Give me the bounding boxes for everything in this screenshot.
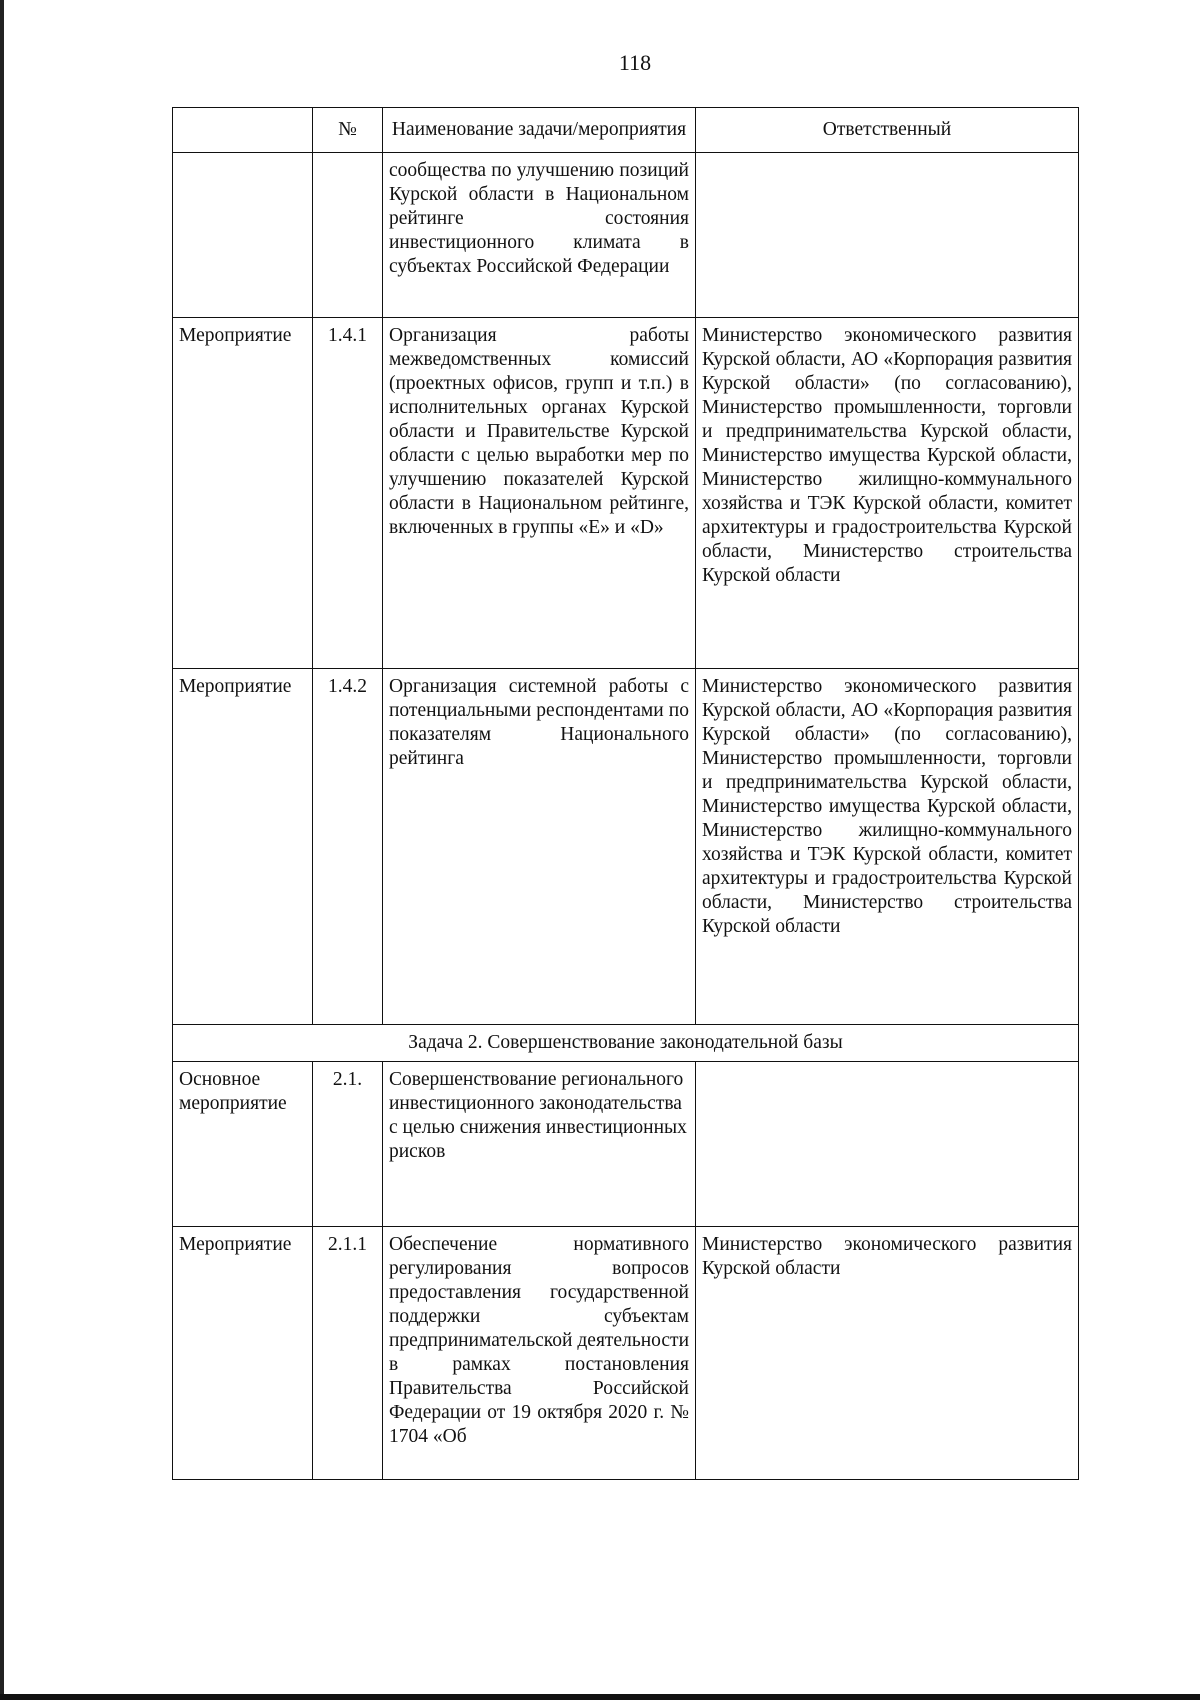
row-type: Мероприятие [173, 1227, 313, 1480]
row-number: 1.4.2 [313, 669, 383, 1025]
row-type: Мероприятие [173, 669, 313, 1025]
header-responsible: Ответственный [696, 108, 1079, 153]
row-responsible: Министерство экономического развития Курской области [696, 1227, 1079, 1480]
page-number: 118 [618, 50, 652, 75]
row-type [173, 153, 313, 318]
table-row [173, 1062, 1079, 1227]
table-header-row [173, 108, 1079, 153]
task-heading-row [173, 1025, 1079, 1062]
row-name: Организация работы межведомственных комиссий (проектных офисов, групп и т.п.) в исполнительных органах Курской области и Правительстве Курской области с целью выработки мер по улучшению показателей Курской области в Национальном рейтинге, включенных в группы «Е» и «D» [383, 318, 696, 669]
table-row [173, 1227, 1079, 1480]
row-responsible [696, 153, 1079, 318]
row-number: 2.1. [313, 1062, 383, 1227]
header-type [173, 108, 313, 153]
row-name: сообщества по улучшению позиций Курской области в Национальном рейтинге состояния инвестиционного климата в субъектах Российской Федерации [383, 153, 696, 318]
scan-left-edge [0, 0, 4, 1700]
row-number: 2.1.1 [313, 1227, 383, 1480]
row-number: 1.4.1 [313, 318, 383, 669]
measures-table [172, 107, 1079, 1480]
row-responsible: Министерство экономического развития Курской области, АО «Корпорация развития Курской области» (по согласованию), Министерство промышленности, торговли и предпринимательства Курской области, Министерство имущества Курской области, Министерство жилищно-коммунального хозяйства и ТЭК Курской области, комитет архитектуры и градостроительства Курской области, Министерство строительства Курской области [696, 318, 1079, 669]
row-type: Мероприятие [173, 318, 313, 669]
table-row [173, 153, 1079, 318]
row-name: Совершенствование регионального инвестиционного законодательства с целью снижения инвестиционных рисков [383, 1062, 696, 1227]
row-number [313, 153, 383, 318]
row-type: Основное мероприятие [173, 1062, 313, 1227]
row-name: Обеспечение нормативного регулирования вопросов предоставления государственной поддержки субъектам предпринимательской деятельности в рамках постановления Правительства Российской Федерации от 19 октября 2020 г. № 1704 «Об [383, 1227, 696, 1480]
row-responsible [696, 1062, 1079, 1227]
table-row [173, 318, 1079, 669]
header-name: Наименование задачи/мероприятия [383, 108, 696, 153]
scan-bottom-edge [0, 1694, 1200, 1700]
header-number: № [313, 108, 383, 153]
row-responsible: Министерство экономического развития Курской области, АО «Корпорация развития Курской области» (по согласованию), Министерство промышленности, торговли и предпринимательства Курской области, Министерство имущества Курской области, Министерство жилищно-коммунального хозяйства и ТЭК Курской области, комитет архитектуры и градостроительства Курской области, Министерство строительства Курской области [696, 669, 1079, 1025]
table-row [173, 669, 1079, 1025]
task-heading: Задача 2. Совершенствование законодательной базы [173, 1025, 1079, 1062]
row-name: Организация системной работы с потенциальными респондентами по показателям Национального рейтинга [383, 669, 696, 1025]
